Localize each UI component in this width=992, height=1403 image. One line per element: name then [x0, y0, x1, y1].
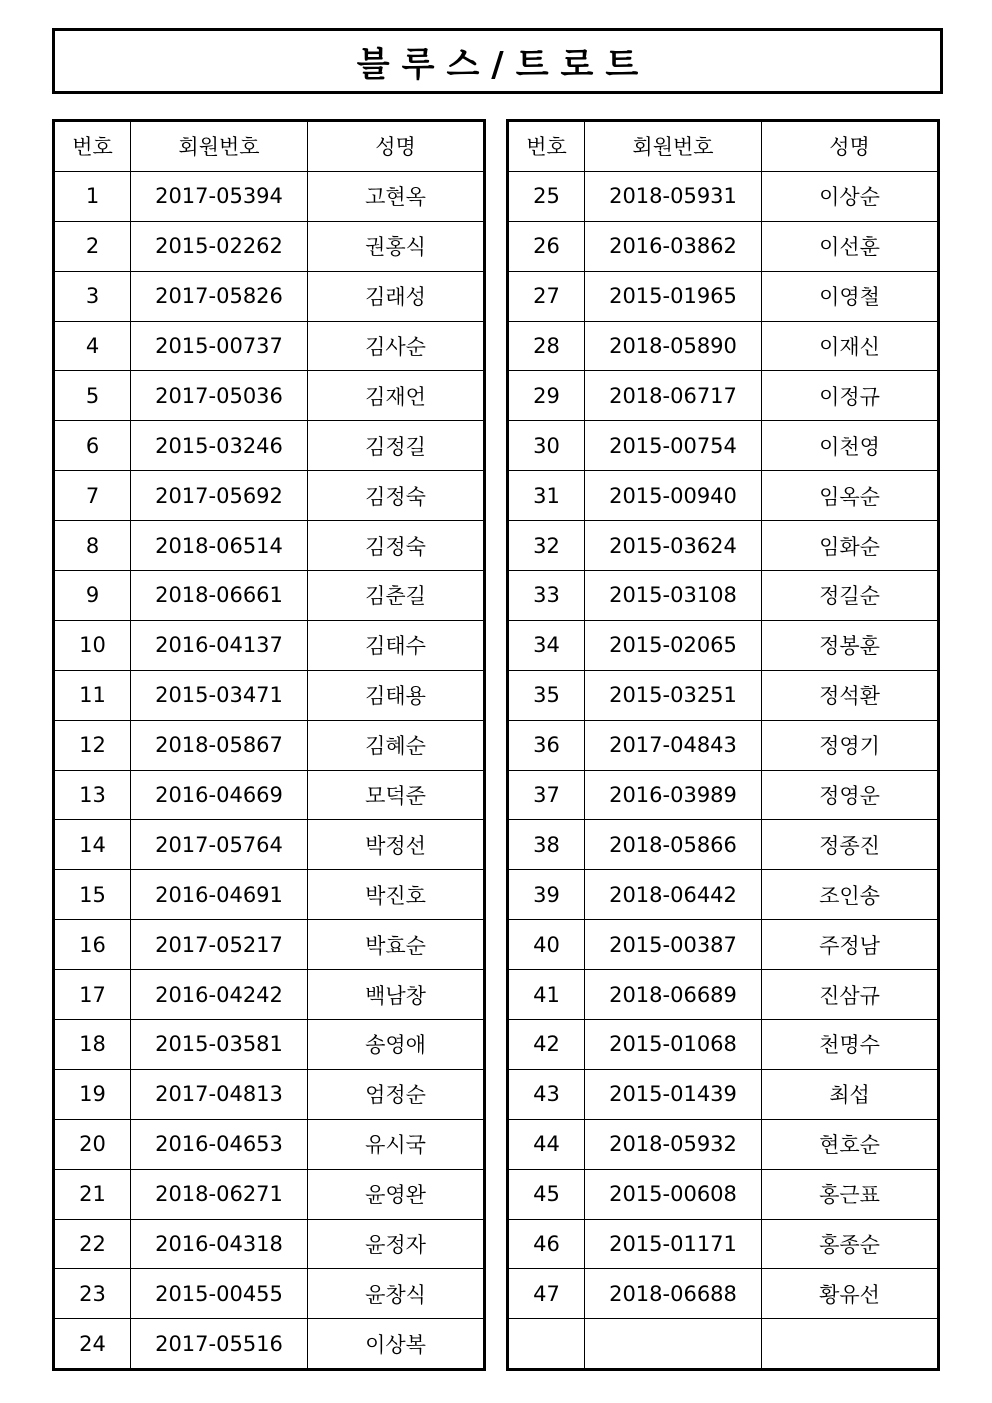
table-row: [54, 571, 485, 621]
row-name: 유시국: [308, 1119, 485, 1169]
row-name: 이상순: [762, 171, 939, 221]
row-member-id: 2016-03862: [585, 221, 762, 271]
row-member-id: 2017-05764: [131, 820, 308, 870]
table-row: [54, 521, 485, 571]
row-name: 이상복: [308, 1319, 485, 1370]
row-name: 김사순: [308, 321, 485, 371]
table-row: [508, 221, 939, 271]
row-name: 윤정자: [308, 1219, 485, 1269]
table-row: [508, 571, 939, 621]
row-num: 35: [508, 670, 585, 720]
row-num: 33: [508, 571, 585, 621]
row-member-id: 2015-03471: [131, 670, 308, 720]
table-row: [508, 521, 939, 571]
table-row: [54, 1319, 485, 1370]
row-member-id: 2015-03108: [585, 571, 762, 621]
table-row: [54, 670, 485, 720]
row-name: 박효순: [308, 920, 485, 970]
row-member-id: 2017-05692: [131, 471, 308, 521]
row-member-id: 2018-05931: [585, 171, 762, 221]
row-num: 38: [508, 820, 585, 870]
table-row: [508, 770, 939, 820]
row-name: 김태수: [308, 620, 485, 670]
row-num: 19: [54, 1069, 131, 1119]
row-num: 9: [54, 571, 131, 621]
row-num: 23: [54, 1269, 131, 1319]
row-member-id: 2018-06514: [131, 521, 308, 571]
row-member-id: 2016-04137: [131, 620, 308, 670]
row-member-id: 2018-06661: [131, 571, 308, 621]
row-num: 3: [54, 271, 131, 321]
row-member-id: 2015-00455: [131, 1269, 308, 1319]
row-name: 박진호: [308, 870, 485, 920]
table-row: [54, 1119, 485, 1169]
table-row: [54, 620, 485, 670]
row-name: 윤창식: [308, 1269, 485, 1319]
row-num: 17: [54, 970, 131, 1020]
row-num: 47: [508, 1269, 585, 1319]
row-member-id: 2016-04691: [131, 870, 308, 920]
row-member-id: 2015-03251: [585, 670, 762, 720]
table-row: [508, 271, 939, 321]
table-row: [508, 421, 939, 471]
row-member-id: 2015-01439: [585, 1069, 762, 1119]
table-row: [508, 620, 939, 670]
row-num: 30: [508, 421, 585, 471]
row-member-id: 2018-05890: [585, 321, 762, 371]
row-name: 진삼규: [762, 970, 939, 1020]
row-member-id: 2015-00754: [585, 421, 762, 471]
row-member-id: 2016-03989: [585, 770, 762, 820]
table-row: [508, 371, 939, 421]
row-num: 46: [508, 1219, 585, 1269]
table-row: [54, 371, 485, 421]
table-row: [508, 1219, 939, 1269]
row-name: 정석환: [762, 670, 939, 720]
row-member-id: 2015-00940: [585, 471, 762, 521]
row-num: 15: [54, 870, 131, 920]
page-title-box: [52, 28, 943, 94]
table-row: [54, 920, 485, 970]
row-member-id: 2015-03581: [131, 1020, 308, 1070]
row-member-id: 2015-02262: [131, 221, 308, 271]
row-name: 정종진: [762, 820, 939, 870]
header-num: 번호: [508, 121, 585, 172]
table-row: [508, 670, 939, 720]
row-member-id: 2015-01068: [585, 1020, 762, 1070]
table-row: [54, 1020, 485, 1070]
header-member-id: 회원번호: [131, 121, 308, 172]
row-member-id: 2015-00387: [585, 920, 762, 970]
row-num: 32: [508, 521, 585, 571]
row-num: 18: [54, 1020, 131, 1070]
row-num: 36: [508, 720, 585, 770]
table-row: [508, 720, 939, 770]
row-num: 28: [508, 321, 585, 371]
header-member-id: 회원번호: [585, 121, 762, 172]
row-name: 주정남: [762, 920, 939, 970]
row-member-id: 2015-00608: [585, 1169, 762, 1219]
table-row: [508, 970, 939, 1020]
row-name: 송영애: [308, 1020, 485, 1070]
roster-body-left: [54, 171, 485, 1369]
table-row: [508, 1020, 939, 1070]
row-member-id: 2016-04669: [131, 770, 308, 820]
row-num: 21: [54, 1169, 131, 1219]
row-member-id: 2018-06688: [585, 1269, 762, 1319]
row-name: 김혜순: [308, 720, 485, 770]
roster-body-right: [508, 171, 939, 1369]
header-num: 번호: [54, 121, 131, 172]
row-num: 42: [508, 1020, 585, 1070]
row-name: 이선훈: [762, 221, 939, 271]
row-name: 박정선: [308, 820, 485, 870]
row-name: 정영운: [762, 770, 939, 820]
row-name: 정길순: [762, 571, 939, 621]
row-name: 김춘길: [308, 571, 485, 621]
row-member-id: 2015-02065: [585, 620, 762, 670]
row-name: 홍근표: [762, 1169, 939, 1219]
row-num: 2: [54, 221, 131, 271]
row-member-id: 2017-04813: [131, 1069, 308, 1119]
row-member-id: 2018-06689: [585, 970, 762, 1020]
row-num: 1: [54, 171, 131, 221]
row-num: 20: [54, 1119, 131, 1169]
row-name: 이천영: [762, 421, 939, 471]
table-row: [508, 321, 939, 371]
table-row: [508, 870, 939, 920]
roster-table-right: [506, 119, 940, 1371]
row-name: 권홍식: [308, 221, 485, 271]
row-num: 16: [54, 920, 131, 970]
row-num: 39: [508, 870, 585, 920]
table-row: [508, 1069, 939, 1119]
row-member-id: 2018-05866: [585, 820, 762, 870]
row-member-id: 2018-05932: [585, 1119, 762, 1169]
row-member-id: 2016-04242: [131, 970, 308, 1020]
row-member-id: 2015-03246: [131, 421, 308, 471]
row-num: 11: [54, 670, 131, 720]
row-member-id: 2015-03624: [585, 521, 762, 571]
table-row: [508, 1269, 939, 1319]
row-member-id: 2017-05036: [131, 371, 308, 421]
table-row: [54, 471, 485, 521]
row-num: 45: [508, 1169, 585, 1219]
row-name: 이정규: [762, 371, 939, 421]
header-name: 성명: [308, 121, 485, 172]
row-num: [508, 1319, 585, 1370]
row-name: 임화순: [762, 521, 939, 571]
row-num: 13: [54, 770, 131, 820]
header-row: [54, 121, 485, 172]
row-name: 백남창: [308, 970, 485, 1020]
page-title: 블루스/트로트: [356, 44, 651, 85]
header-name: 성명: [762, 121, 939, 172]
row-name: 엄정순: [308, 1069, 485, 1119]
row-num: 4: [54, 321, 131, 371]
row-num: 8: [54, 521, 131, 571]
table-row: [54, 1219, 485, 1269]
row-num: 7: [54, 471, 131, 521]
row-member-id: 2017-05516: [131, 1319, 308, 1370]
row-num: 27: [508, 271, 585, 321]
row-num: 29: [508, 371, 585, 421]
table-row: [54, 1169, 485, 1219]
row-name: 김정길: [308, 421, 485, 471]
row-member-id: [585, 1319, 762, 1370]
table-row: [508, 1169, 939, 1219]
table-row: [508, 920, 939, 970]
table-row: [54, 770, 485, 820]
row-name: [762, 1319, 939, 1370]
row-num: 25: [508, 171, 585, 221]
table-row: [508, 471, 939, 521]
row-name: 김재언: [308, 371, 485, 421]
row-name: 정영기: [762, 720, 939, 770]
table-row: [54, 720, 485, 770]
table-row: [54, 221, 485, 271]
row-num: 5: [54, 371, 131, 421]
row-num: 12: [54, 720, 131, 770]
row-member-id: 2018-06442: [585, 870, 762, 920]
row-name: 이영철: [762, 271, 939, 321]
row-name: 황유선: [762, 1269, 939, 1319]
table-row: [508, 1119, 939, 1169]
row-member-id: 2017-05217: [131, 920, 308, 970]
roster-table-left: [52, 119, 486, 1371]
row-num: 31: [508, 471, 585, 521]
row-member-id: 2016-04318: [131, 1219, 308, 1269]
row-name: 김정숙: [308, 521, 485, 571]
row-name: 이재신: [762, 321, 939, 371]
table-row: [54, 870, 485, 920]
row-num: 24: [54, 1319, 131, 1370]
table-row: [508, 820, 939, 870]
row-name: 현호순: [762, 1119, 939, 1169]
row-num: 26: [508, 221, 585, 271]
row-member-id: 2017-04843: [585, 720, 762, 770]
table-row: [54, 321, 485, 371]
row-member-id: 2018-06271: [131, 1169, 308, 1219]
table-row: [54, 271, 485, 321]
table-row: [54, 820, 485, 870]
row-member-id: 2015-01171: [585, 1219, 762, 1269]
table-row: [54, 1269, 485, 1319]
row-name: 최섭: [762, 1069, 939, 1119]
row-num: 34: [508, 620, 585, 670]
row-num: 37: [508, 770, 585, 820]
row-member-id: 2017-05394: [131, 171, 308, 221]
row-member-id: 2015-00737: [131, 321, 308, 371]
row-name: 조인송: [762, 870, 939, 920]
row-name: 모덕준: [308, 770, 485, 820]
table-row: [54, 970, 485, 1020]
row-num: 44: [508, 1119, 585, 1169]
row-num: 22: [54, 1219, 131, 1269]
row-num: 14: [54, 820, 131, 870]
row-name: 고현옥: [308, 171, 485, 221]
row-member-id: 2015-01965: [585, 271, 762, 321]
table-row: [508, 171, 939, 221]
row-num: 10: [54, 620, 131, 670]
row-name: 천명수: [762, 1020, 939, 1070]
table-row: [54, 1069, 485, 1119]
row-num: 43: [508, 1069, 585, 1119]
table-row: [54, 171, 485, 221]
row-member-id: 2017-05826: [131, 271, 308, 321]
row-name: 김태용: [308, 670, 485, 720]
row-member-id: 2018-06717: [585, 371, 762, 421]
table-row: [54, 421, 485, 471]
row-name: 임옥순: [762, 471, 939, 521]
row-num: 6: [54, 421, 131, 471]
row-member-id: 2016-04653: [131, 1119, 308, 1169]
row-name: 정봉훈: [762, 620, 939, 670]
header-row: [508, 121, 939, 172]
row-name: 윤영완: [308, 1169, 485, 1219]
row-name: 김정숙: [308, 471, 485, 521]
row-name: 김래성: [308, 271, 485, 321]
row-num: 40: [508, 920, 585, 970]
row-member-id: 2018-05867: [131, 720, 308, 770]
table-row: [508, 1319, 939, 1370]
row-name: 홍종순: [762, 1219, 939, 1269]
row-num: 41: [508, 970, 585, 1020]
